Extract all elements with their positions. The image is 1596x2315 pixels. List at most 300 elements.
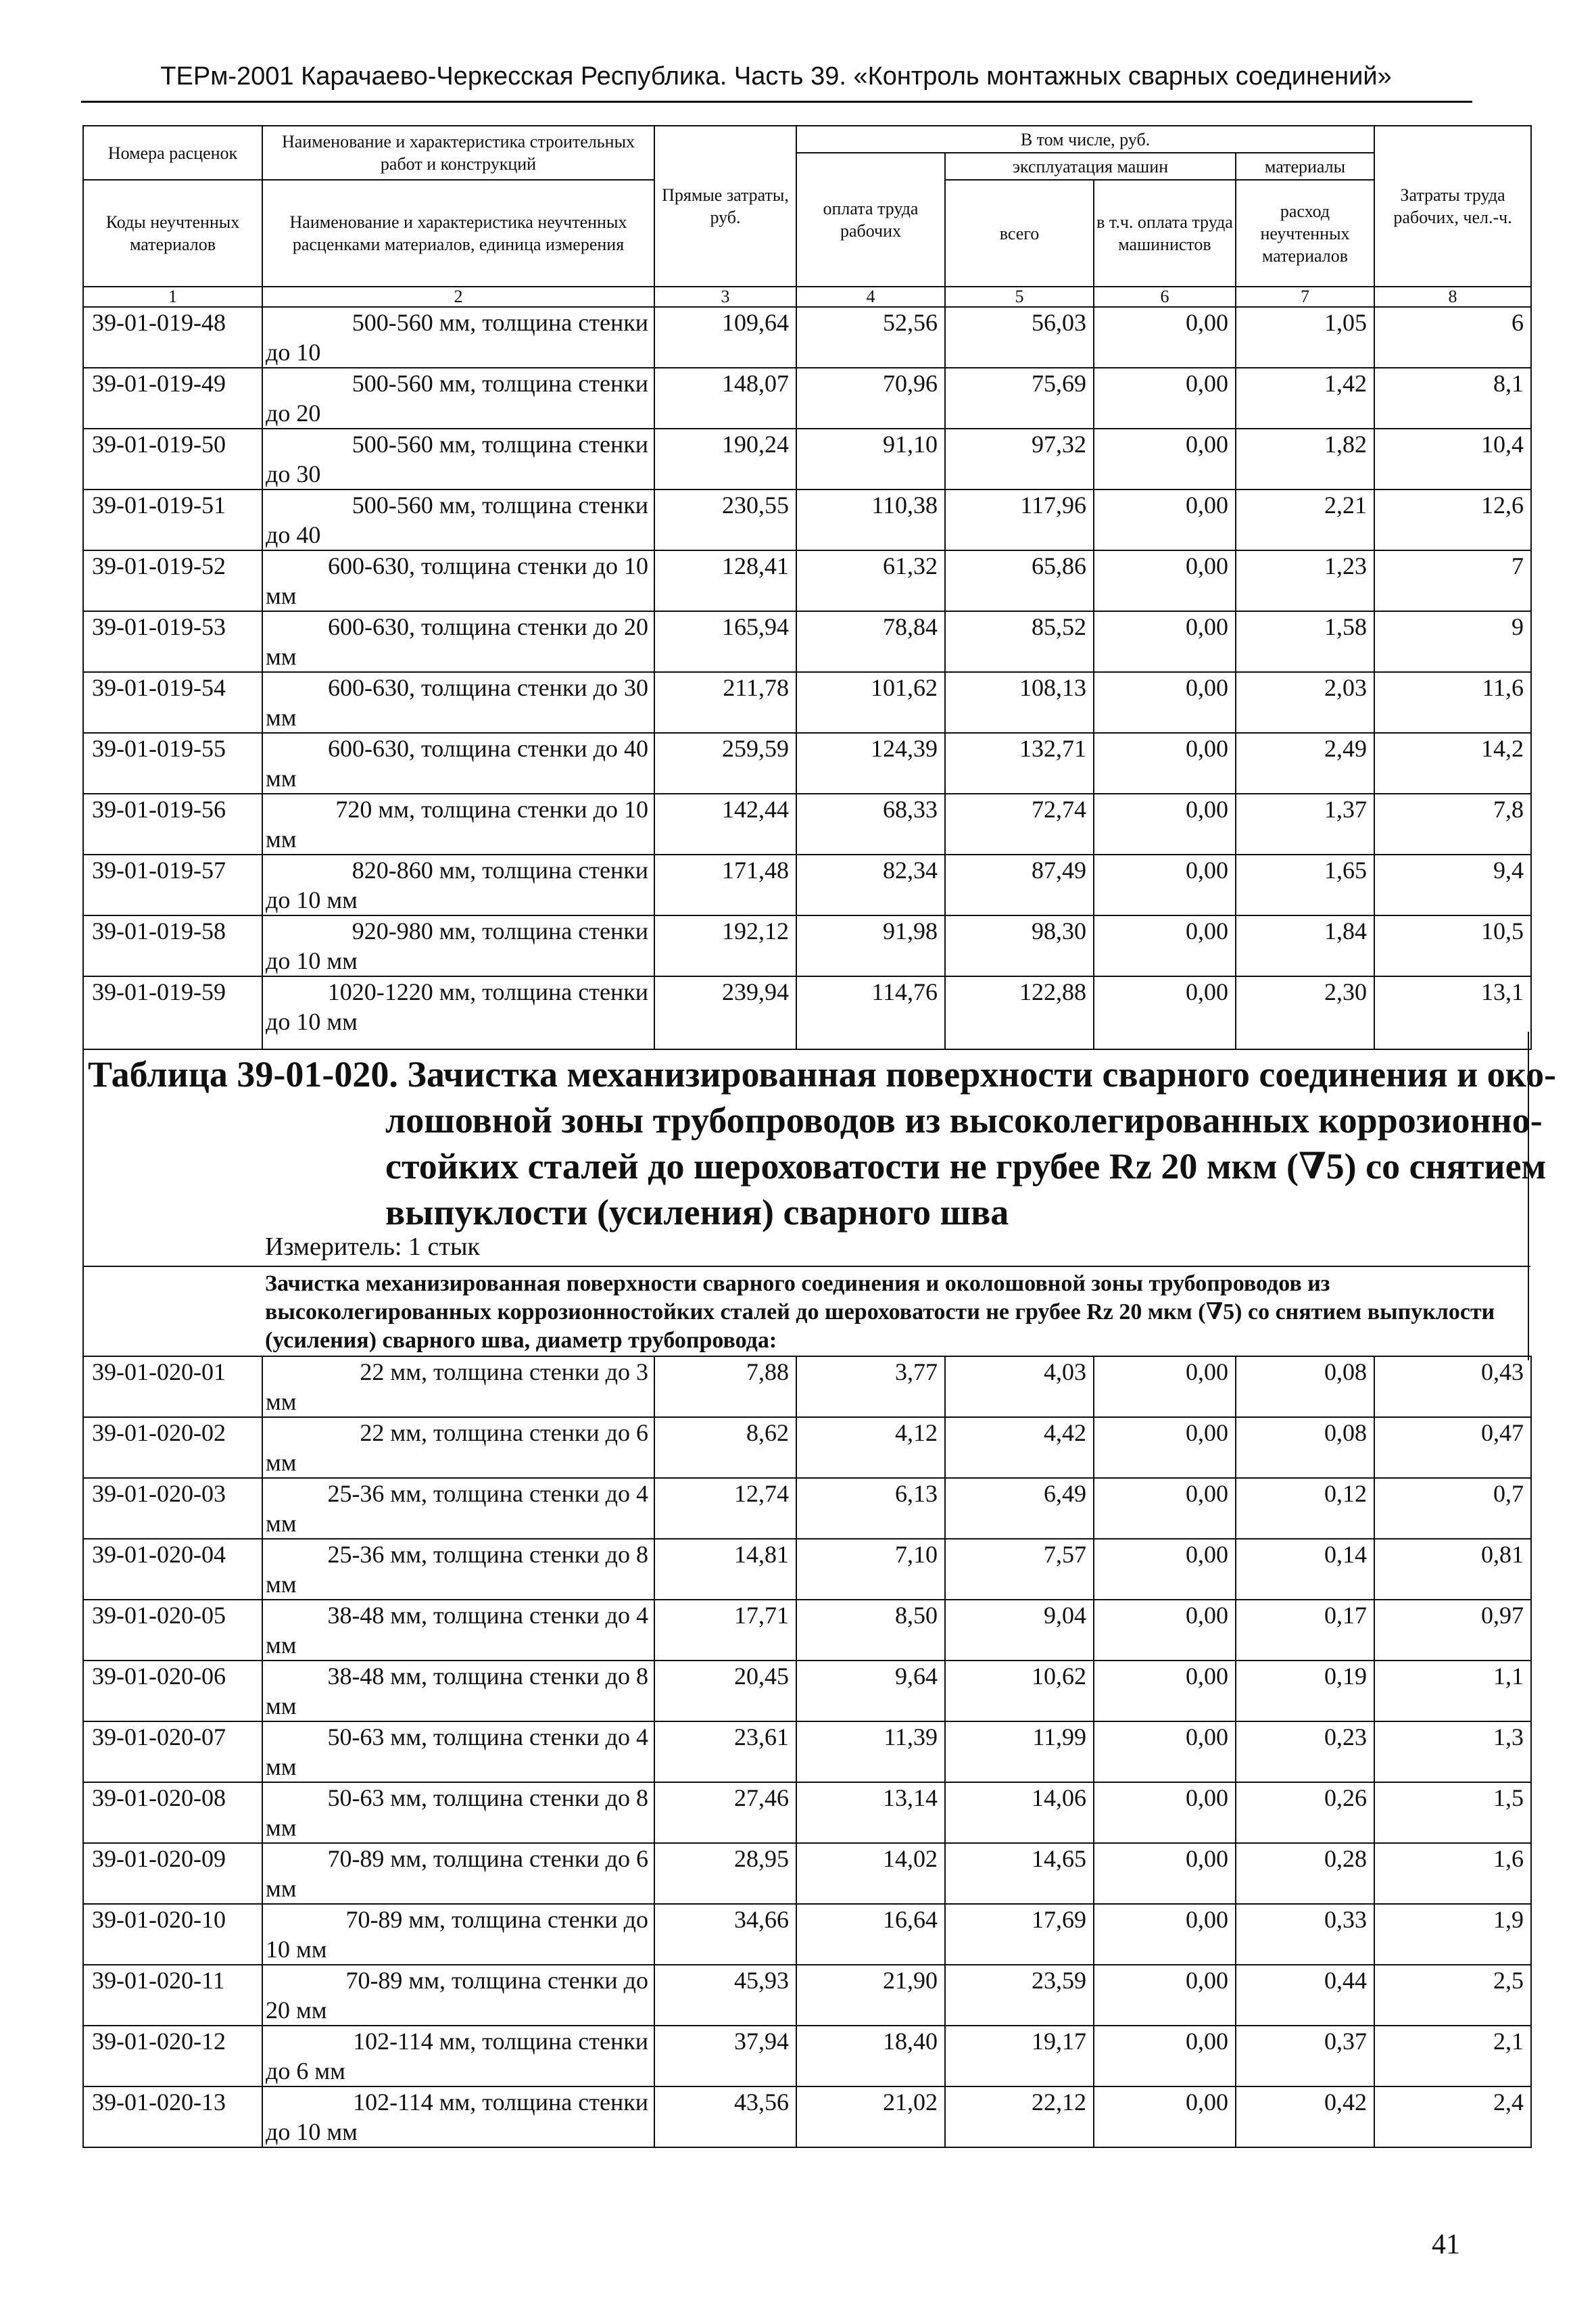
- rate-code-cell: 39-01-020-08: [83, 1782, 262, 1843]
- work-name-line: мм: [266, 1692, 297, 1719]
- column-numbers-row: [83, 287, 1531, 307]
- machines-total-cell: 97,32: [945, 429, 1094, 490]
- materials-cell: 1,23: [1236, 550, 1374, 611]
- column-number: 6: [1094, 287, 1236, 307]
- rate-code-cell: 39-01-020-10: [83, 1904, 262, 1965]
- materials-cell: 2,30: [1236, 976, 1374, 1049]
- machinists-cell: 0,00: [1094, 1904, 1236, 1965]
- work-name-line: 22 мм, толщина стенки до 6: [360, 1419, 648, 1446]
- labor-cell: 0,47: [1374, 1417, 1531, 1478]
- direct-costs-cell: 37,94: [654, 2026, 796, 2086]
- table-body-top: [83, 307, 1531, 1049]
- direct-costs-cell: 12,74: [654, 1478, 796, 1539]
- table-row: [83, 1904, 1531, 1965]
- materials-cell: 0,26: [1236, 1782, 1374, 1843]
- machines-total-cell: 23,59: [945, 1965, 1094, 2026]
- table-row: [83, 2086, 1531, 2147]
- col-header-material-consumption: расход неучтенных материалов: [1236, 180, 1374, 287]
- direct-costs-cell: 171,48: [654, 855, 796, 915]
- rate-code-cell: 39-01-019-48: [83, 307, 262, 368]
- table-row: [83, 915, 1531, 976]
- table-row: [83, 550, 1531, 611]
- machinists-cell: 0,00: [1094, 368, 1236, 429]
- work-name-cell: [262, 915, 654, 976]
- rate-code-cell: 39-01-019-56: [83, 794, 262, 855]
- column-number: 3: [654, 287, 796, 307]
- materials-cell: 0,37: [1236, 2026, 1374, 2086]
- labor-cell: 8,1: [1374, 368, 1531, 429]
- rate-code-cell: 39-01-020-01: [83, 1356, 262, 1417]
- direct-costs-cell: 27,46: [654, 1782, 796, 1843]
- machinists-cell: 0,00: [1094, 1965, 1236, 2026]
- direct-costs-cell: 8,62: [654, 1417, 796, 1478]
- materials-cell: 1,84: [1236, 915, 1374, 976]
- col-header-wages: оплата труда рабочих: [796, 153, 945, 287]
- direct-costs-cell: 28,95: [654, 1843, 796, 1904]
- machines-total-cell: 14,06: [945, 1782, 1094, 1843]
- table-row: [83, 1600, 1531, 1661]
- work-name-line: мм: [266, 826, 297, 853]
- work-name-cell: [262, 855, 654, 915]
- table-row: [83, 855, 1531, 915]
- work-name-cell: [262, 733, 654, 794]
- column-number: 8: [1374, 287, 1531, 307]
- labor-cell: 0,43: [1374, 1356, 1531, 1417]
- work-name-cell: [262, 611, 654, 672]
- machines-total-cell: 19,17: [945, 2026, 1094, 2086]
- work-name-line: мм: [266, 765, 297, 792]
- work-name-line: до 10 мм: [266, 2118, 358, 2145]
- wages-cell: 91,98: [796, 915, 945, 976]
- labor-cell: 12,6: [1374, 490, 1531, 550]
- direct-costs-cell: 128,41: [654, 550, 796, 611]
- wages-cell: 18,40: [796, 2026, 945, 2086]
- labor-cell: 1,3: [1374, 1721, 1531, 1782]
- work-name-line: 720 мм, толщина стенки до 10: [335, 796, 648, 823]
- machines-total-cell: 6,49: [945, 1478, 1094, 1539]
- table-title-line: выпуклости (усиления) сварного шва: [385, 1192, 1009, 1233]
- table-row: [83, 672, 1531, 733]
- direct-costs-cell: 20,45: [654, 1661, 796, 1721]
- machines-total-cell: 87,49: [945, 855, 1094, 915]
- wages-cell: 68,33: [796, 794, 945, 855]
- machines-total-cell: 65,86: [945, 550, 1094, 611]
- work-name-line: мм: [266, 1814, 297, 1841]
- materials-cell: 0,44: [1236, 1965, 1374, 2026]
- table-subheader: Зачистка механизированная поверхности сварного соединения и околошовной зоны трубопроводов из высоколегированных коррозионностойких сталей до шероховатости не грубее Rz 20 мкм (∇5) со снятием выпуклости (усиления) сварного шва, диаметр трубопровода:: [265, 1271, 1495, 1353]
- machinists-cell: 0,00: [1094, 855, 1236, 915]
- work-name-cell: [262, 1600, 654, 1661]
- work-name-line: мм: [266, 1449, 297, 1476]
- wages-cell: 14,02: [796, 1843, 945, 1904]
- materials-cell: 0,17: [1236, 1600, 1374, 1661]
- machines-total-cell: 98,30: [945, 915, 1094, 976]
- machinists-cell: 0,00: [1094, 2026, 1236, 2086]
- labor-cell: 10,5: [1374, 915, 1531, 976]
- machines-total-cell: 75,69: [945, 368, 1094, 429]
- wages-cell: 114,76: [796, 976, 945, 1049]
- labor-cell: 0,97: [1374, 1600, 1531, 1661]
- machines-total-cell: 14,65: [945, 1843, 1094, 1904]
- labor-cell: 6: [1374, 307, 1531, 368]
- work-name-line: 102-114 мм, толщина стенки: [353, 2028, 648, 2055]
- measure-unit: Измеритель: 1 стык: [265, 1233, 480, 1261]
- table-row: [83, 1356, 1531, 1417]
- work-name-line: 600-630, толщина стенки до 40: [328, 735, 648, 762]
- work-name-line: мм: [266, 643, 297, 670]
- labor-cell: 2,5: [1374, 1965, 1531, 2026]
- rate-code-cell: 39-01-019-52: [83, 550, 262, 611]
- machinists-cell: 0,00: [1094, 550, 1236, 611]
- table-row: [83, 1478, 1531, 1539]
- materials-cell: 0,33: [1236, 1904, 1374, 1965]
- work-name-line: мм: [266, 1631, 297, 1658]
- direct-costs-cell: 109,64: [654, 307, 796, 368]
- table-row: [83, 307, 1531, 368]
- machines-total-cell: 7,57: [945, 1539, 1094, 1600]
- machines-total-cell: 11,99: [945, 1721, 1094, 1782]
- machinists-cell: 0,00: [1094, 429, 1236, 490]
- work-name-cell: [262, 794, 654, 855]
- direct-costs-cell: 45,93: [654, 1965, 796, 2026]
- work-name-line: до 6 мм: [266, 2057, 345, 2084]
- table-row: [83, 1782, 1531, 1843]
- materials-cell: 0,42: [1236, 2086, 1374, 2147]
- table-row: [83, 733, 1531, 794]
- col-header-machinists-wages: в т.ч. оплата труда машинистов: [1094, 180, 1236, 287]
- machines-total-cell: 17,69: [945, 1904, 1094, 1965]
- materials-cell: 0,14: [1236, 1539, 1374, 1600]
- work-name-line: 38-48 мм, толщина стенки до 4: [327, 1602, 648, 1629]
- column-number: 4: [796, 287, 945, 307]
- machinists-cell: 0,00: [1094, 1843, 1236, 1904]
- work-name-line: 600-630, толщина стенки до 30: [328, 674, 648, 701]
- rate-code-cell: 39-01-020-05: [83, 1600, 262, 1661]
- work-name-line: мм: [266, 582, 297, 609]
- measure-rule: [82, 1266, 1530, 1267]
- machines-total-cell: 9,04: [945, 1600, 1094, 1661]
- work-name-line: 500-560 мм, толщина стенки: [352, 492, 648, 519]
- work-name-cell: [262, 2086, 654, 2147]
- col-header-rate-numbers: Номера расценок: [83, 126, 262, 180]
- machinists-cell: 0,00: [1094, 611, 1236, 672]
- table-row: [83, 1539, 1531, 1600]
- work-name-line: 1020-1220 мм, толщина стенки: [327, 978, 648, 1005]
- materials-cell: 0,23: [1236, 1721, 1374, 1782]
- table-row: [83, 490, 1531, 550]
- table-row: [83, 1661, 1531, 1721]
- machinists-cell: 0,00: [1094, 794, 1236, 855]
- work-name-cell: [262, 1904, 654, 1965]
- wages-cell: 124,39: [796, 733, 945, 794]
- rate-code-cell: 39-01-019-53: [83, 611, 262, 672]
- rates-table-bottom: [82, 1356, 1532, 2148]
- rate-code-cell: 39-01-020-12: [83, 2026, 262, 2086]
- work-name-line: 70-89 мм, толщина стенки до: [345, 1906, 648, 1933]
- rate-code-cell: 39-01-019-55: [83, 733, 262, 794]
- machines-total-cell: 56,03: [945, 307, 1094, 368]
- labor-cell: 1,1: [1374, 1661, 1531, 1721]
- materials-cell: 1,37: [1236, 794, 1374, 855]
- labor-cell: 9,4: [1374, 855, 1531, 915]
- materials-cell: 0,08: [1236, 1417, 1374, 1478]
- direct-costs-cell: 165,94: [654, 611, 796, 672]
- rate-code-cell: 39-01-020-11: [83, 1965, 262, 2026]
- work-name-cell: [262, 1356, 654, 1417]
- work-name-cell: [262, 1782, 654, 1843]
- wages-cell: 82,34: [796, 855, 945, 915]
- work-name-line: до 20: [266, 400, 321, 427]
- wages-cell: 78,84: [796, 611, 945, 672]
- wages-cell: 11,39: [796, 1721, 945, 1782]
- work-name-cell: [262, 368, 654, 429]
- materials-cell: 1,65: [1236, 855, 1374, 915]
- labor-cell: 7: [1374, 550, 1531, 611]
- table-header: [83, 126, 1531, 307]
- col-header-machines: эксплуатация машин: [945, 153, 1236, 180]
- machines-total-cell: 10,62: [945, 1661, 1094, 1721]
- table-title-line: Таблица 39-01-020. Зачистка механизированная поверхности сварного соединения и око-: [88, 1054, 1557, 1095]
- rate-code-cell: 39-01-019-59: [83, 976, 262, 1049]
- labor-cell: 9: [1374, 611, 1531, 672]
- work-name-line: мм: [266, 1510, 297, 1537]
- wages-cell: 13,14: [796, 1782, 945, 1843]
- rate-code-cell: 39-01-020-09: [83, 1843, 262, 1904]
- materials-cell: 1,82: [1236, 429, 1374, 490]
- rate-code-cell: 39-01-020-02: [83, 1417, 262, 1478]
- machinists-cell: 0,00: [1094, 490, 1236, 550]
- work-name-line: 25-36 мм, толщина стенки до 8: [327, 1541, 648, 1568]
- machines-total-cell: 22,12: [945, 2086, 1094, 2147]
- rate-code-cell: 39-01-019-57: [83, 855, 262, 915]
- machines-total-cell: 132,71: [945, 733, 1094, 794]
- materials-cell: 2,21: [1236, 490, 1374, 550]
- rates-table-top: [82, 125, 1532, 1050]
- work-name-line: до 10 мм: [266, 1008, 358, 1035]
- col-header-materials: материалы: [1236, 153, 1374, 180]
- direct-costs-cell: 17,71: [654, 1600, 796, 1661]
- work-name-line: 600-630, толщина стенки до 20: [328, 613, 648, 640]
- table-row: [83, 1843, 1531, 1904]
- table-row: [83, 429, 1531, 490]
- machines-total-cell: 117,96: [945, 490, 1094, 550]
- wages-cell: 61,32: [796, 550, 945, 611]
- machinists-cell: 0,00: [1094, 976, 1236, 1049]
- column-number: 7: [1236, 287, 1374, 307]
- col-header-labor-costs: Затраты труда рабочих, чел.-ч.: [1374, 126, 1531, 287]
- machinists-cell: 0,00: [1094, 915, 1236, 976]
- rate-code-cell: 39-01-019-58: [83, 915, 262, 976]
- labor-cell: 0,81: [1374, 1539, 1531, 1600]
- table-row: [83, 368, 1531, 429]
- work-name-line: 102-114 мм, толщина стенки: [353, 2089, 648, 2116]
- materials-cell: 1,58: [1236, 611, 1374, 672]
- rate-code-cell: 39-01-019-51: [83, 490, 262, 550]
- work-name-line: мм: [266, 704, 297, 731]
- table-title: [88, 1051, 1557, 1235]
- labor-cell: 10,4: [1374, 429, 1531, 490]
- labor-cell: 2,4: [1374, 2086, 1531, 2147]
- wages-cell: 52,56: [796, 307, 945, 368]
- work-name-cell: [262, 1965, 654, 2026]
- machinists-cell: 0,00: [1094, 1661, 1236, 1721]
- direct-costs-cell: 230,55: [654, 490, 796, 550]
- rate-code-cell: 39-01-019-50: [83, 429, 262, 490]
- direct-costs-cell: 142,44: [654, 794, 796, 855]
- work-name-cell: [262, 1478, 654, 1539]
- work-name-line: мм: [266, 1571, 297, 1598]
- wages-cell: 7,10: [796, 1539, 945, 1600]
- labor-cell: 1,9: [1374, 1904, 1531, 1965]
- direct-costs-cell: 211,78: [654, 672, 796, 733]
- work-name-cell: [262, 1539, 654, 1600]
- direct-costs-cell: 43,56: [654, 2086, 796, 2147]
- work-name-line: 50-63 мм, толщина стенки до 4: [327, 1723, 648, 1750]
- machinists-cell: 0,00: [1094, 733, 1236, 794]
- work-name-line: 70-89 мм, толщина стенки до: [345, 1967, 648, 1994]
- work-name-line: 820-860 мм, толщина стенки: [352, 857, 648, 884]
- rate-code-cell: 39-01-019-49: [83, 368, 262, 429]
- machinists-cell: 0,00: [1094, 1417, 1236, 1478]
- labor-cell: 0,7: [1374, 1478, 1531, 1539]
- col-header-machines-total: всего: [945, 180, 1094, 287]
- machinists-cell: 0,00: [1094, 307, 1236, 368]
- table-title-line: лошовной зоны трубопроводов из высоколегированных коррозионно-: [385, 1100, 1543, 1141]
- materials-cell: 0,08: [1236, 1356, 1374, 1417]
- machines-total-cell: 72,74: [945, 794, 1094, 855]
- direct-costs-cell: 148,07: [654, 368, 796, 429]
- wages-cell: 91,10: [796, 429, 945, 490]
- wages-cell: 6,13: [796, 1478, 945, 1539]
- work-name-line: 38-48 мм, толщина стенки до 8: [327, 1663, 648, 1690]
- column-number: 2: [262, 287, 654, 307]
- work-name-line: мм: [266, 1753, 297, 1780]
- rate-code-cell: 39-01-020-06: [83, 1661, 262, 1721]
- direct-costs-cell: 7,88: [654, 1356, 796, 1417]
- work-name-line: 20 мм: [266, 1997, 327, 2024]
- page-number: 41: [1432, 2229, 1460, 2260]
- page-header: ТЕРм-2001 Карачаево-Черкесская Республика. Часть 39. «Контроль монтажных сварных соединений»: [160, 62, 1392, 91]
- work-name-cell: [262, 1417, 654, 1478]
- wages-cell: 8,50: [796, 1600, 945, 1661]
- work-name-line: 70-89 мм, толщина стенки до 6: [327, 1845, 648, 1872]
- work-name-line: 500-560 мм, толщина стенки: [352, 309, 648, 336]
- direct-costs-cell: 259,59: [654, 733, 796, 794]
- work-name-line: до 10 мм: [266, 947, 358, 974]
- work-name-line: 500-560 мм, толщина стенки: [352, 431, 648, 458]
- machinists-cell: 0,00: [1094, 672, 1236, 733]
- rate-code-cell: 39-01-020-03: [83, 1478, 262, 1539]
- wages-cell: 9,64: [796, 1661, 945, 1721]
- table-row: [83, 1965, 1531, 2026]
- work-name-cell: [262, 672, 654, 733]
- table-row: [83, 2026, 1531, 2086]
- wages-cell: 21,02: [796, 2086, 945, 2147]
- work-name-cell: [262, 490, 654, 550]
- header-rule: [81, 101, 1472, 103]
- machines-total-cell: 4,03: [945, 1356, 1094, 1417]
- work-name-cell: [262, 307, 654, 368]
- work-name-cell: [262, 1843, 654, 1904]
- work-name-cell: [262, 2026, 654, 2086]
- labor-cell: 1,5: [1374, 1782, 1531, 1843]
- machinists-cell: 0,00: [1094, 1782, 1236, 1843]
- work-name-line: мм: [266, 1388, 297, 1415]
- wages-cell: 110,38: [796, 490, 945, 550]
- rate-code-cell: 39-01-020-07: [83, 1721, 262, 1782]
- rate-code-cell: 39-01-020-04: [83, 1539, 262, 1600]
- table-row: [83, 794, 1531, 855]
- materials-cell: 1,05: [1236, 307, 1374, 368]
- work-name-line: до 40: [266, 521, 321, 548]
- machinists-cell: 0,00: [1094, 1600, 1236, 1661]
- labor-cell: 1,6: [1374, 1843, 1531, 1904]
- work-name-line: 50-63 мм, толщина стенки до 8: [327, 1784, 648, 1811]
- machinists-cell: 0,00: [1094, 1721, 1236, 1782]
- table-row: [83, 1721, 1531, 1782]
- machines-total-cell: 122,88: [945, 976, 1094, 1049]
- work-name-line: 10 мм: [266, 1936, 327, 1963]
- table-title-line: стойких сталей до шероховатости не грубее Rz 20 мкм (∇5) со снятием: [385, 1146, 1547, 1187]
- materials-cell: 0,28: [1236, 1843, 1374, 1904]
- wages-cell: 101,62: [796, 672, 945, 733]
- work-name-line: мм: [266, 1875, 297, 1902]
- work-name-line: 600-630, толщина стенки до 10: [328, 552, 648, 579]
- work-name-line: 920-980 мм, толщина стенки: [352, 917, 648, 945]
- direct-costs-cell: 34,66: [654, 1904, 796, 1965]
- machinists-cell: 0,00: [1094, 1539, 1236, 1600]
- labor-cell: 11,6: [1374, 672, 1531, 733]
- wages-cell: 16,64: [796, 1904, 945, 1965]
- wages-cell: 21,90: [796, 1965, 945, 2026]
- rate-code-cell: 39-01-020-13: [83, 2086, 262, 2147]
- col-header-direct-costs: Прямые затраты, руб.: [654, 126, 796, 287]
- table-row: [83, 1417, 1531, 1478]
- table-row: [83, 611, 1531, 672]
- col-header-material-names: Наименование и характеристика неучтенных расценками материалов, единица измерения: [262, 180, 654, 287]
- work-name-line: 25-36 мм, толщина стенки до 4: [327, 1480, 648, 1507]
- work-name-cell: [262, 1661, 654, 1721]
- direct-costs-cell: 14,81: [654, 1539, 796, 1600]
- rate-code-cell: 39-01-019-54: [83, 672, 262, 733]
- work-name-cell: [262, 1721, 654, 1782]
- machinists-cell: 0,00: [1094, 1478, 1236, 1539]
- work-name-line: до 10: [266, 339, 321, 366]
- col-header-material-codes: Коды неучтенных материалов: [83, 180, 262, 287]
- machines-total-cell: 108,13: [945, 672, 1094, 733]
- machinists-cell: 0,00: [1094, 1356, 1236, 1417]
- direct-costs-cell: 190,24: [654, 429, 796, 490]
- table-body-bottom: [83, 1356, 1531, 2147]
- materials-cell: 2,49: [1236, 733, 1374, 794]
- materials-cell: 2,03: [1236, 672, 1374, 733]
- wages-cell: 4,12: [796, 1417, 945, 1478]
- machines-total-cell: 4,42: [945, 1417, 1094, 1478]
- direct-costs-cell: 192,12: [654, 915, 796, 976]
- wages-cell: 70,96: [796, 368, 945, 429]
- work-name-line: 22 мм, толщина стенки до 3: [360, 1358, 648, 1385]
- materials-cell: 0,12: [1236, 1478, 1374, 1539]
- direct-costs-cell: 23,61: [654, 1721, 796, 1782]
- col-header-including: В том числе, руб.: [796, 126, 1374, 153]
- work-name-cell: [262, 429, 654, 490]
- work-name-line: 500-560 мм, толщина стенки: [352, 370, 648, 397]
- work-name-line: до 10 мм: [266, 886, 358, 913]
- direct-costs-cell: 239,94: [654, 976, 796, 1049]
- machines-total-cell: 85,52: [945, 611, 1094, 672]
- column-number: 5: [945, 287, 1094, 307]
- wages-cell: 3,77: [796, 1356, 945, 1417]
